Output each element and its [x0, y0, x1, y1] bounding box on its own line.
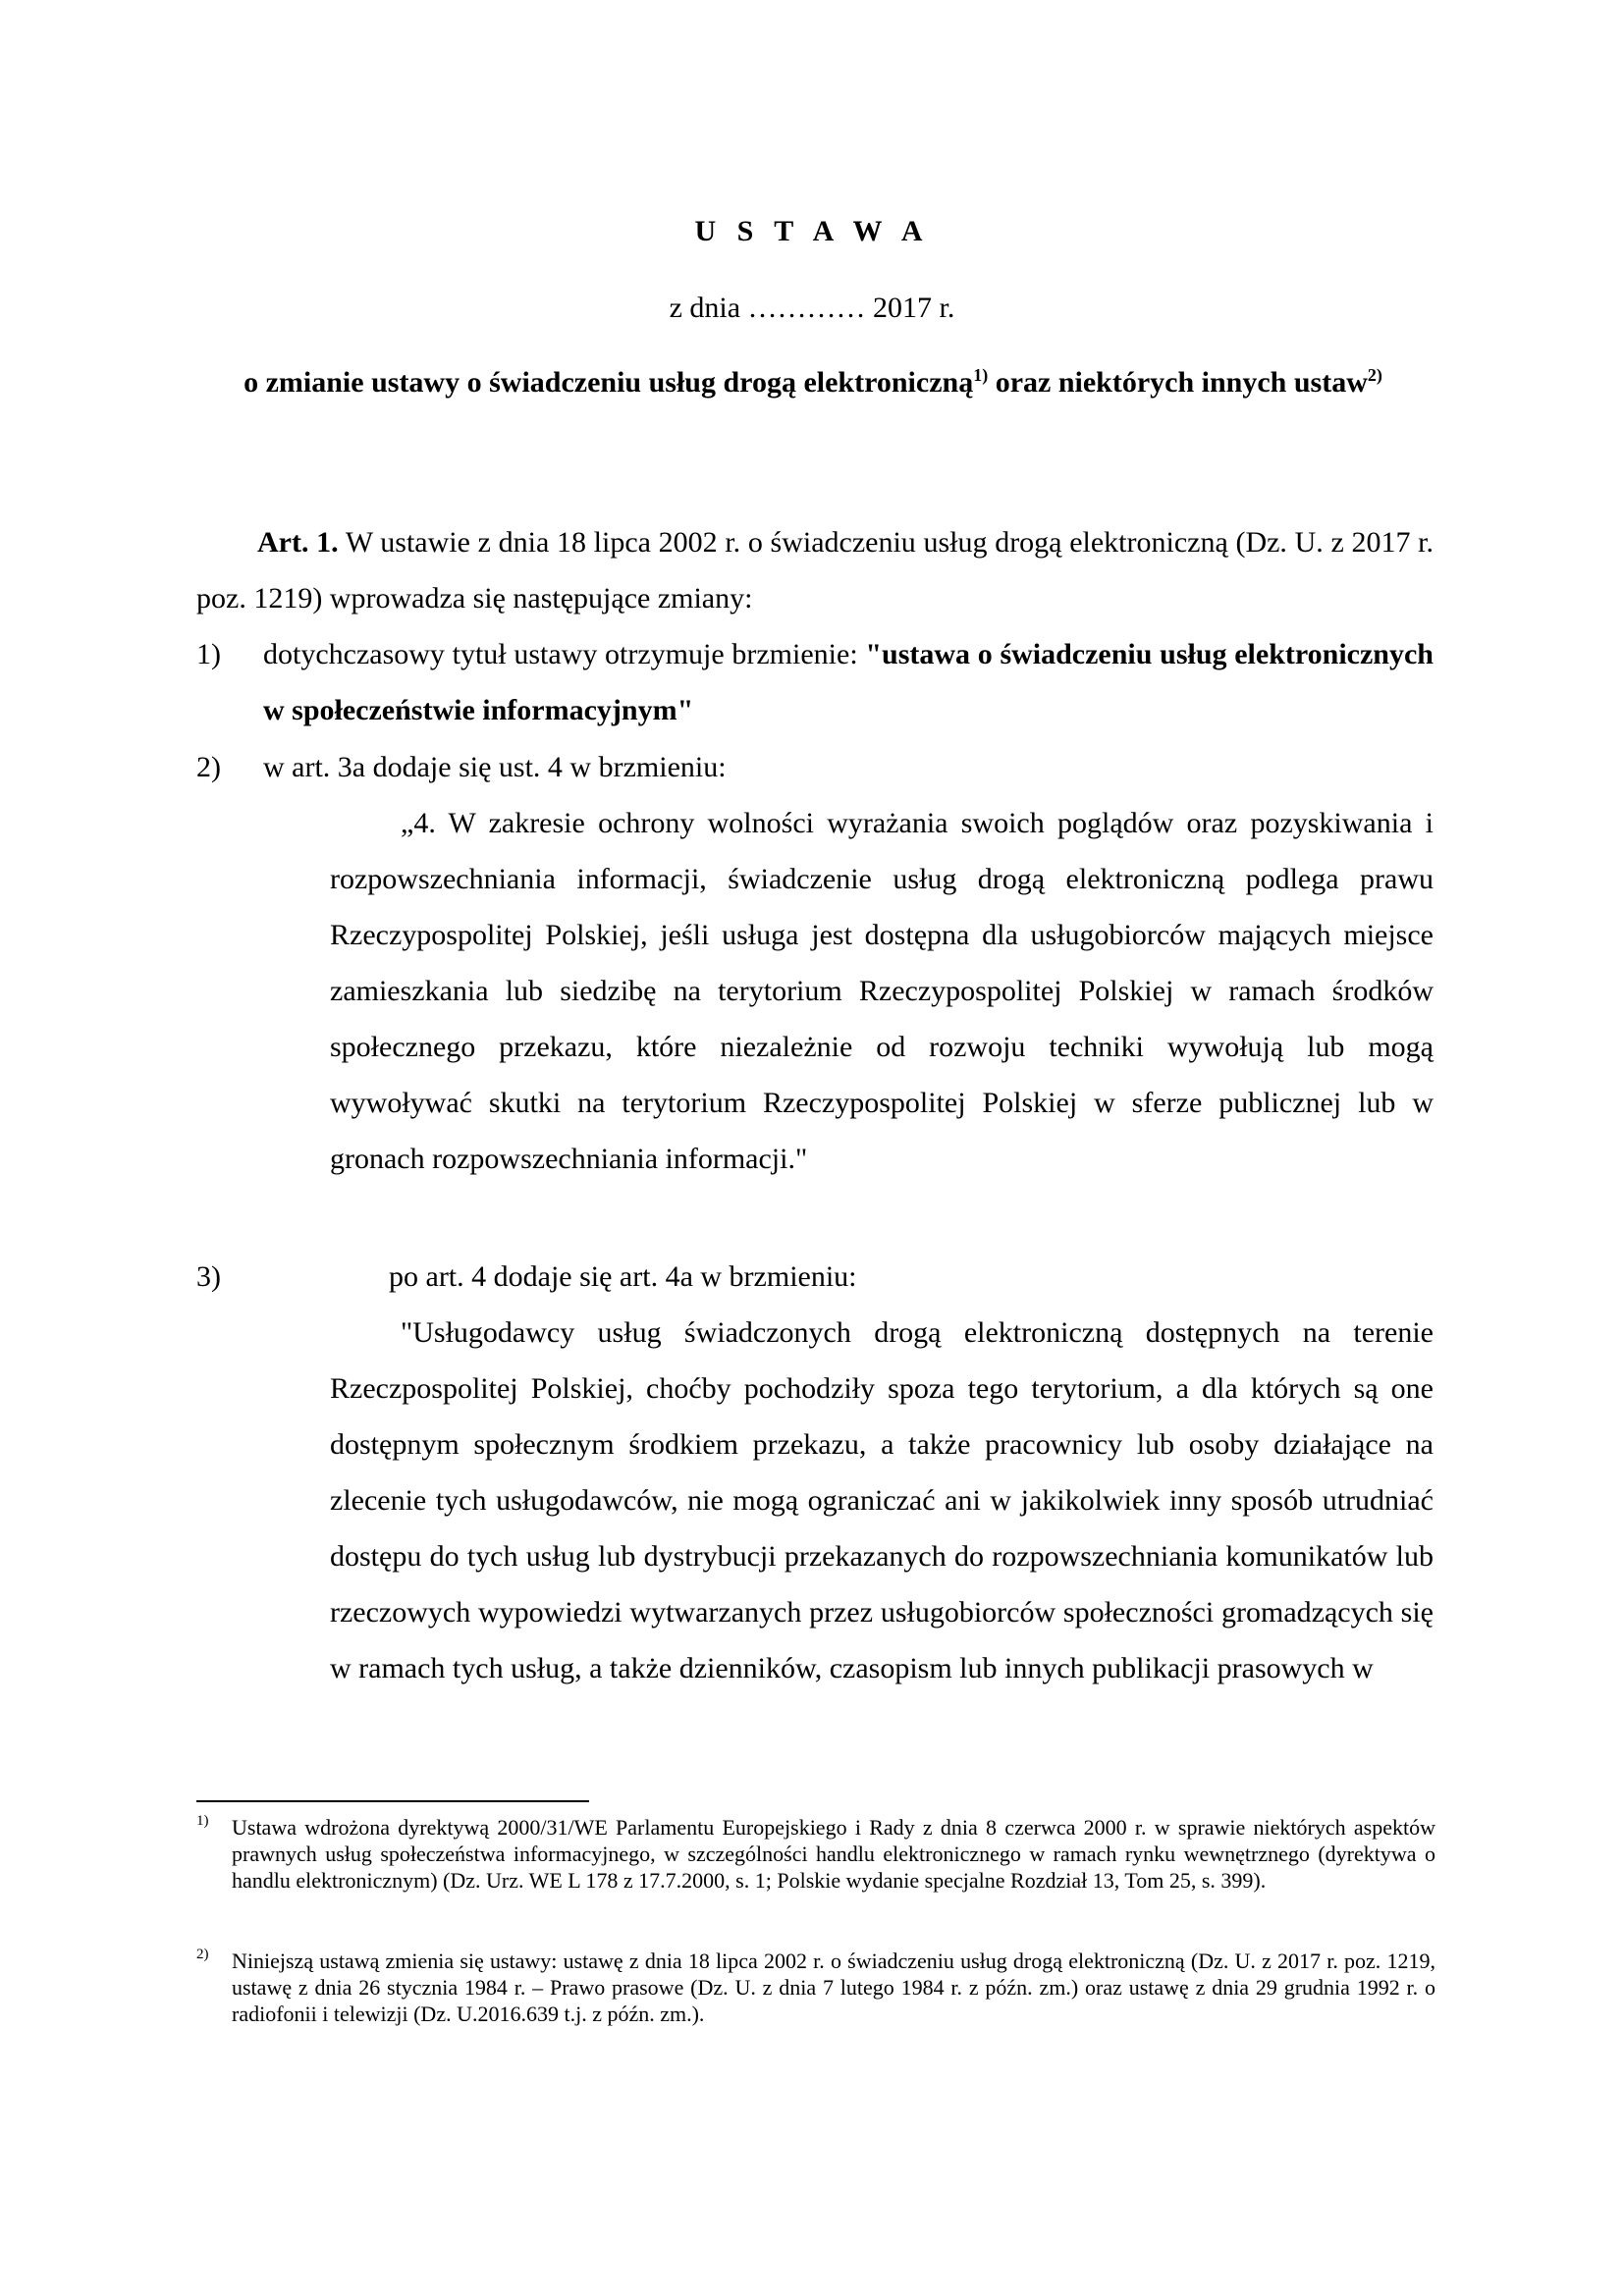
footnote-1-mark: 1)	[196, 1813, 209, 1829]
item-2-number: 2)	[196, 751, 221, 783]
item-1-new-title: "ustawa o świadczeniu usług elektronicznych w społeczeństwie informacyjnym"	[263, 638, 1434, 726]
footnote-ref-2[interactable]: 2)	[1367, 365, 1382, 385]
subject-part-1: o zmianie ustawy o świadczeniu usług drogą elektroniczną	[244, 366, 974, 399]
item-2-quote: „4. W zakresie ochrony wolności wyrażania swoich poglądów oraz pozyskiwania i rozpowszechniania informacji, świadczenie usług drogą elektroniczną podlega prawu Rzeczypospolitej Polskiej, jeśli usługa jest dostępna dla usługobiorców mających miejsce zamieszkania lub siedzibę na terytorium Rzeczypospolitej Polskiej w ramach środków społecznego przekazu, które niezależnie od rozwoju techniki wywołują lub mogą wywoływać skutki na terytorium Rzeczypospolitej Polskiej w sferze publicznej lub w gronach rozpowszechniania informacji."	[330, 807, 1434, 1175]
footnote-2-mark: 2)	[196, 1947, 209, 1962]
article-1	[196, 514, 1434, 626]
footnote-2	[196, 1948, 1435, 2027]
document-subject	[216, 353, 1410, 412]
item-1-plain: dotychczasowy tytuł ustawy otrzymuje brzmienie:	[263, 638, 866, 670]
footnote-ref-1[interactable]: 1)	[973, 365, 989, 385]
footnote-2-text: Niniejszą ustawą zmienia się ustawy: ustawę z dnia 18 lipca 2002 r. o świadczeniu usług drogą elektroniczną (Dz. U. z 2017 r. poz. 1219, ustawę z dnia 26 stycznia 1984 r. – Prawo prasowe (Dz. U. z dnia 7 lutego 1984 r. z późn. zm.) oraz ustawę z dnia 29 grudnia 1992 r. o radiofonii i telewizji (Dz. U.2016.639 t.j. z późn. zm.).	[232, 1949, 1435, 2026]
article-1-text: W ustawie z dnia 18 lipca 2002 r. o świadczeniu usług drogą elektroniczną (Dz. U. z 2017 r. poz. 1219) wprowadza się następujące zmiany:	[196, 526, 1434, 614]
subject-part-2: oraz niektórych innych ustaw	[988, 366, 1368, 399]
item-3-number: 3)	[196, 1260, 221, 1293]
item-1-number: 1)	[196, 638, 221, 670]
item-3-quote: "Usługodawcy usług świadczonych drogą elektroniczną dostępnych na terenie Rzeczpospolitej Polskiej, choćby pochodziły spoza tego terytorium, a dla których są one dostępnym społecznym środkiem przekazu, a także pracownicy lub osoby działające na zlecenie tych usługodawców, nie mogą ograniczać ani w jakikolwiek inny sposób utrudniać dostępu do tych usług lub dystrybucji przekazanych do rozpowszechniania komunikatów lub rzeczowych wypowiedzi wytwarzanych przez usługobiorców społeczności gromadzących się w ramach tych usług, a także dzienników, czasopism lub innych publikacji prasowych w	[330, 1316, 1434, 1684]
article-1-label: Art. 1.	[257, 526, 339, 559]
footnote-1-text: Ustawa wdrożona dyrektywą 2000/31/WE Parlamentu Europejskiego i Rady z dnia 8 czerwca 2000 r. w sprawie niektórych aspektów prawnych usług społeczeństwa informacyjnego, w szczególności handlu elektronicznego w ramach rynku wewnętrznego (dyrektywa o handlu elektronicznym) (Dz. Urz. WE L 178 z 17.7.2000, s. 1; Polskie wydanie specjalne Rozdział 13, Tom 25, s. 399).	[232, 1815, 1435, 1893]
document-date: z dnia ………… 2017 r.	[669, 292, 955, 324]
document-title: U S T A W A	[694, 215, 930, 247]
footnote-separator	[196, 1800, 589, 1802]
item-1-text	[263, 626, 1434, 738]
item-2-text: w art. 3a dodaje się ust. 4 w brzmieniu:	[263, 751, 727, 783]
footnote-1	[196, 1814, 1435, 1894]
item-3-text: po art. 4 dodaje się art. 4a w brzmieniu:	[389, 1260, 857, 1293]
